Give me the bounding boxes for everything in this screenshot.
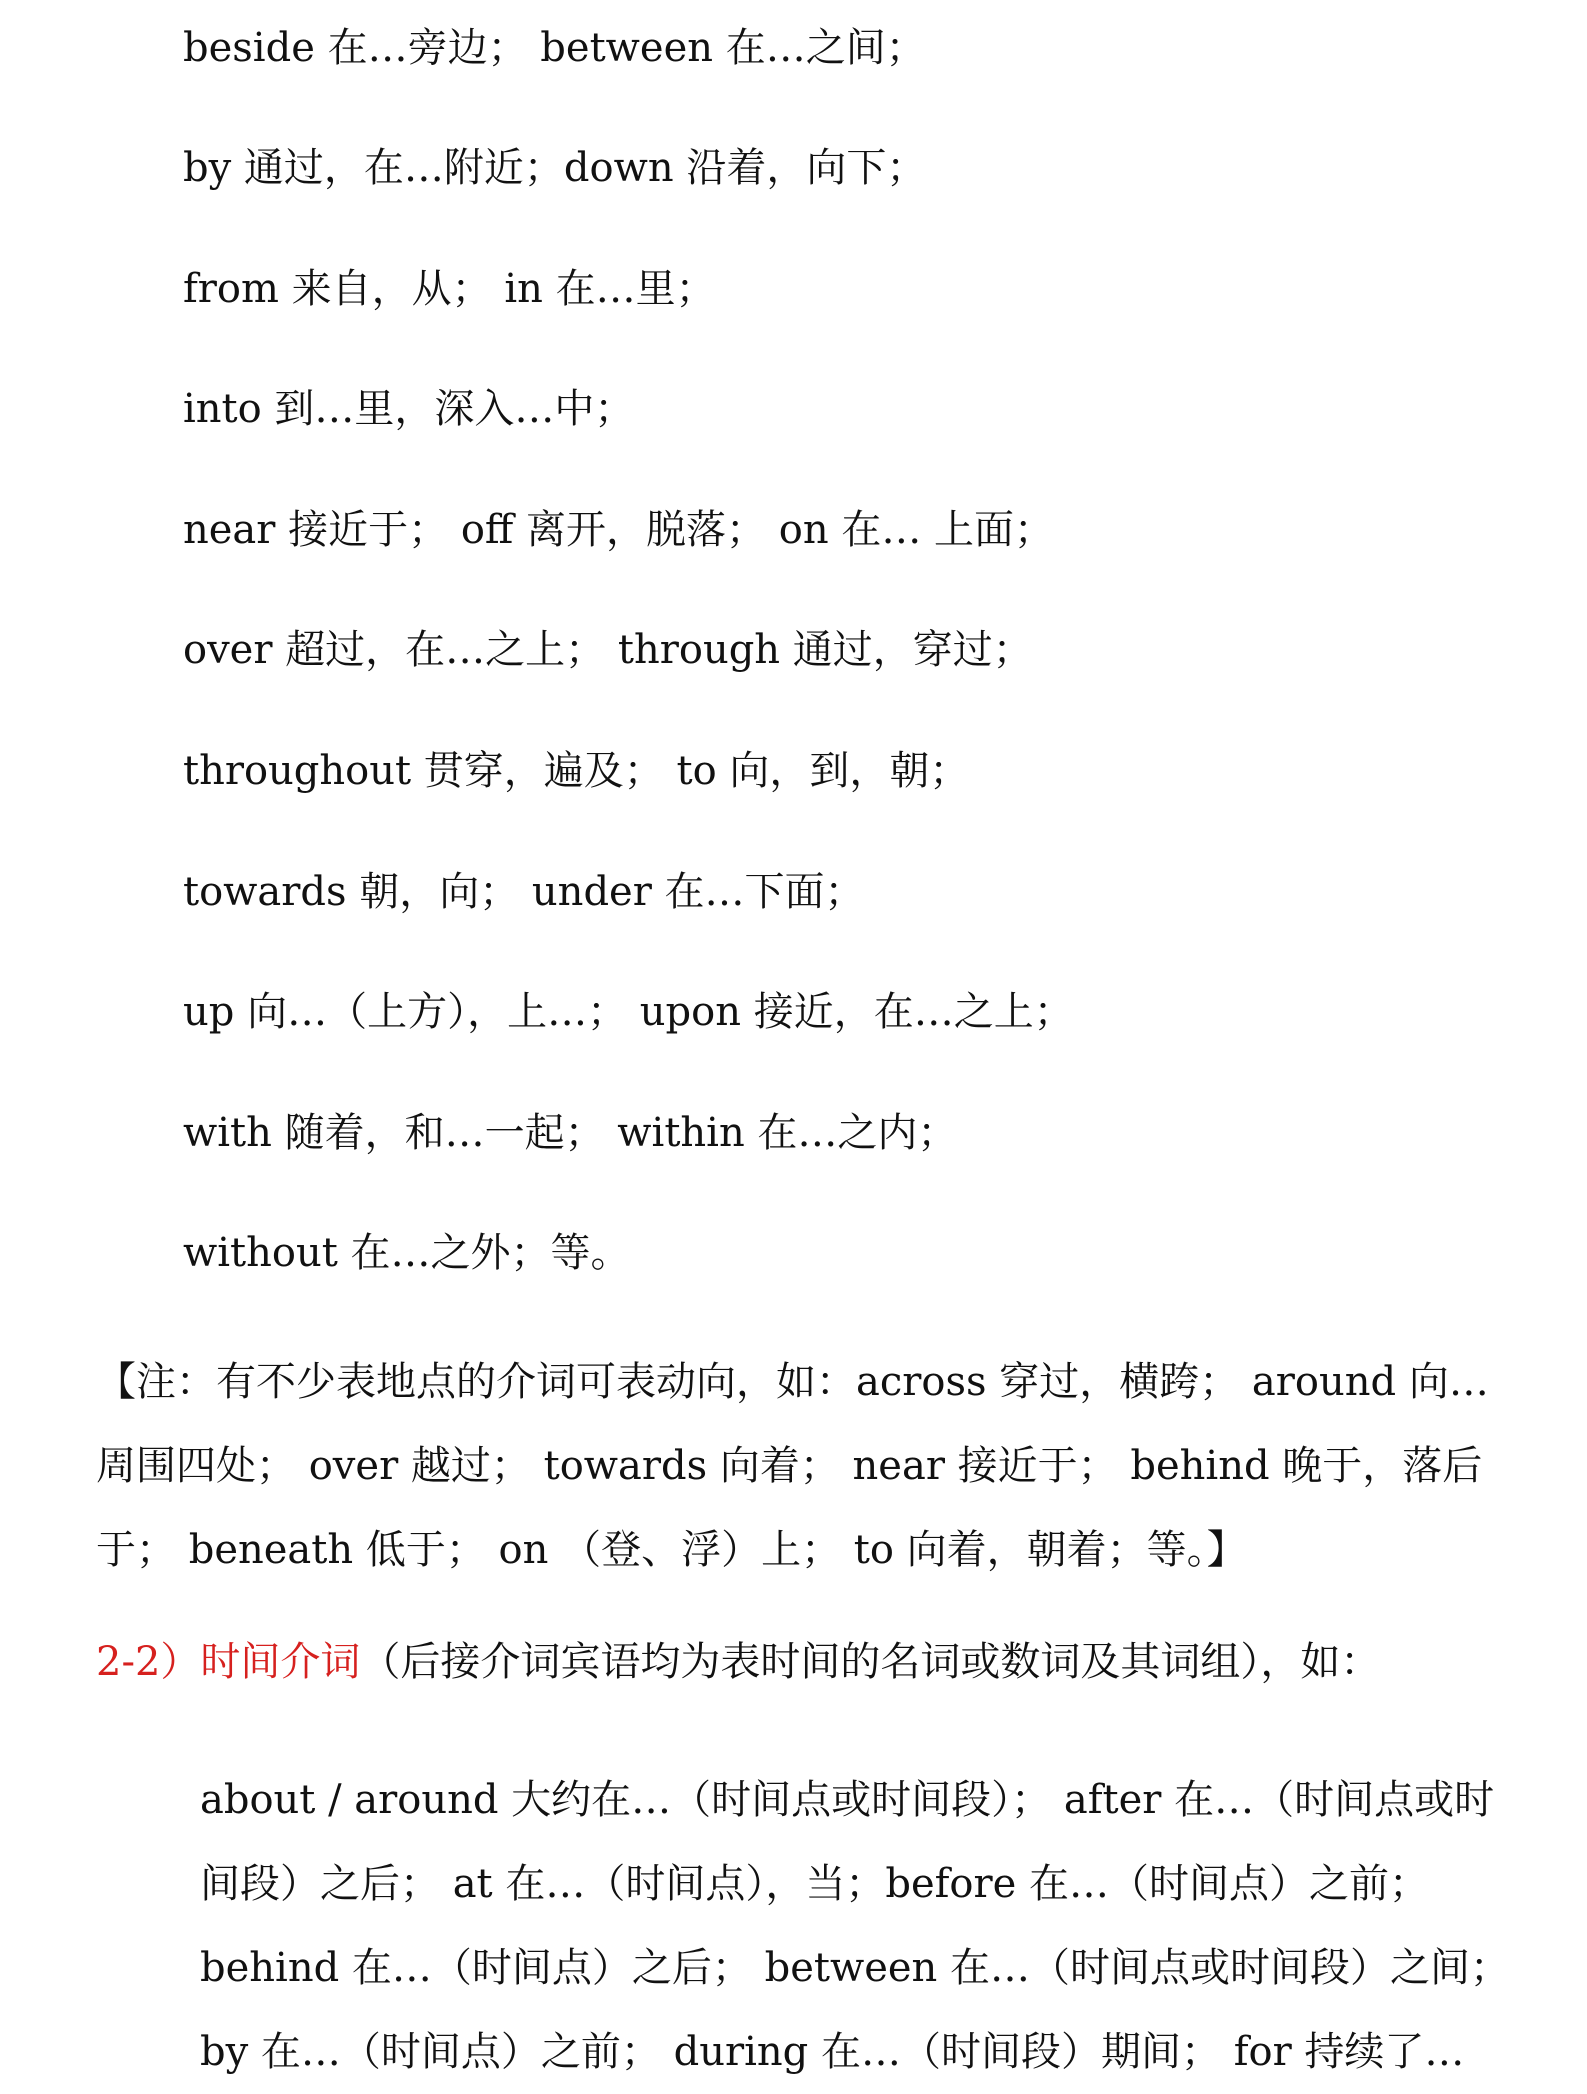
note-line: 【注：有不少表地点的介词可表动向，如：across 穿过，横跨； around 向… bbox=[96, 1359, 1489, 1405]
note-line: 于； beneath 低于； on （登、浮）上； to 向着，朝着；等。】 bbox=[96, 1527, 1247, 1573]
time-line: behind 在…（时间点）之后； between 在…（时间点或时间段）之间； bbox=[200, 1945, 1511, 1991]
note-paragraph bbox=[96, 1340, 1506, 1592]
section-description: （后接介词宾语均为表时间的名词或数词及其词组），如： bbox=[360, 1639, 1381, 1685]
time-line: by 在…（时间点）之前； during 在…（时间段）期间； for 持续了… bbox=[200, 2029, 1465, 2075]
prep-line-4: into 到…里，深入…中； bbox=[183, 386, 635, 432]
prep-line-6: over 超过，在…之上； through 通过，穿过； bbox=[183, 627, 1033, 673]
prep-line-9: up 向…（上方），上…； upon 接近，在…之上； bbox=[183, 989, 1074, 1035]
prep-line-2: by 通过，在…附近；down 沿着，向下； bbox=[183, 145, 927, 191]
time-line: 间段）之后； at 在…（时间点），当；before 在…（时间点）之前； bbox=[200, 1861, 1430, 1907]
prep-line-10: with 随着，和…一起； within 在…之内； bbox=[183, 1110, 958, 1156]
section-title: 2-2）时间介词 bbox=[96, 1639, 361, 1685]
prep-line-7: throughout 贯穿，遍及； to 向，到，朝； bbox=[183, 748, 970, 794]
prep-line-8: towards 朝，向； under 在…下面； bbox=[183, 869, 865, 915]
prep-line-3: from 来自，从； in 在…里； bbox=[183, 266, 716, 312]
prep-line-1: beside 在…旁边； between 在…之间； bbox=[183, 25, 926, 71]
prep-line-5: near 接近于； off 离开，脱落； on 在… 上面； bbox=[183, 507, 1055, 553]
note-line: 周围四处； over 越过； towards 向着； near 接近于； behind 晚于，落后 bbox=[96, 1443, 1483, 1489]
time-prepositions-paragraph bbox=[200, 1758, 1510, 2094]
section-heading bbox=[96, 1634, 1380, 1690]
time-line: about / around 大约在…（时间点或时间段）； after 在…（时间点或时 bbox=[200, 1777, 1495, 1823]
prep-line-11: without 在…之外；等。 bbox=[183, 1230, 631, 1276]
